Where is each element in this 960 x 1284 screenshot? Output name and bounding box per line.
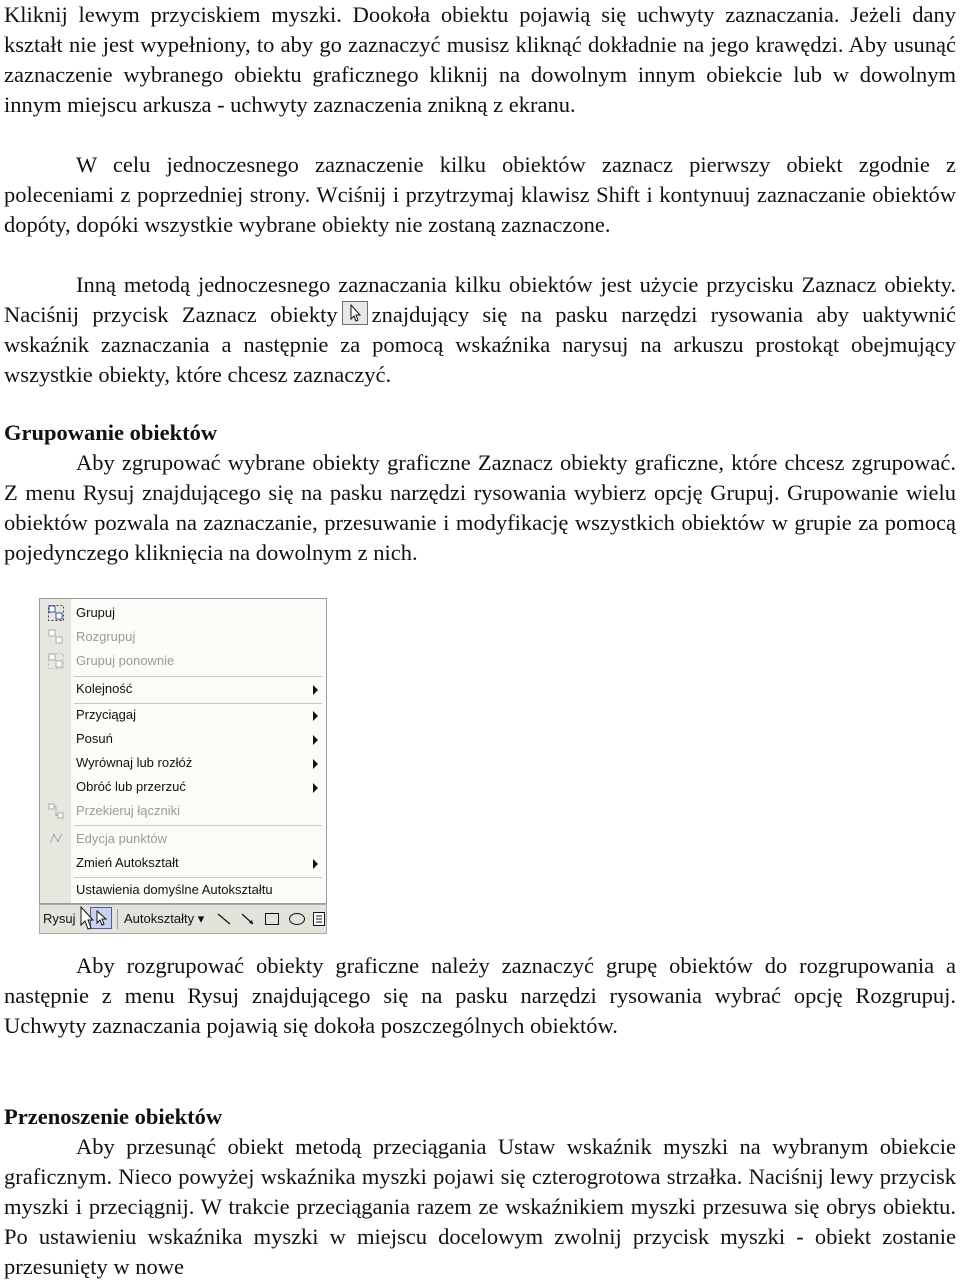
menu-item-ungroup[interactable]: Rozgrupuj xyxy=(40,625,328,649)
submenu-arrow-icon xyxy=(313,685,318,695)
menu-item-group[interactable]: Grupuj xyxy=(40,601,328,625)
reroute-connectors-icon xyxy=(48,803,64,819)
menu-item-order[interactable]: Kolejność xyxy=(40,677,328,701)
paragraph-grouping: Aby zgrupować wybrane obiekty graficzne Zaznacz obiekty graficzne, które chcesz zgrupować. Z menu Rysuj znajdującego się na pasku narzędzi rysowania wybierz opcję Grupuj. Grupowanie wielu obiektów pozwala na zaznaczanie, przesuwanie i modyfikację wszystkich obiektów w grupie za pomocą pojedynczego kliknięcia na dowolnym z nich. xyxy=(4,450,956,566)
paragraph-selection: Kliknij lewym przyciskiem myszki. Dookoła obiektu pojawią się uchwyty zaznaczania. Jeżeli dany kształt nie jest wypełniony, to aby go zaznaczyć musisz kliknąć dokładnie na jego krawędzi. Aby usunąć zaznaczenie wybranego obiektu graficznego kliknij na dowolnym innym obiekcie lub w dowolnym innym miejscu arkusza - uchwyty zaznaczenia znikną z ekranu. xyxy=(4,2,956,118)
paragraph-ungrouping: Aby rozgrupować obiekty graficzne należy zaznaczyć grupę obiektów do rozgrupowania a następnie z menu Rysuj znajdującego się na pasku narzędzi rysowania wybrać opcję Rozgrupuj. Uchwyty zaznaczania pojawią się dokoła poszczególnych obiektów. xyxy=(4,953,956,1039)
regroup-icon xyxy=(48,653,64,669)
heading-grouping: Grupowanie obiektów xyxy=(4,420,218,445)
ungroup-icon xyxy=(48,629,64,645)
draw-menu-button[interactable]: Rysuj xyxy=(43,911,76,926)
paragraph-select-objects-button: Inną metodą jednoczesnego zaznaczania kilku obiektów jest użycie przycisku Zaznacz obiekty. Naciśnij przycisk Zaznacz obiekty znajdujący się na pasku narzędzi rysowania aby uaktywnić wskaźnik zaznaczania a następnie za pomocą wskaźnika narysuj na arkuszu prostokąt obejmujący wszystkie obiekty, które chcesz zaznaczyć. xyxy=(4,272,956,388)
paragraph-multi-select-shift: W celu jednoczesnego zaznaczenie kilku obiektów zaznacz pierwszy obiekt zgodnie z poleceniami z poprzedniej strony. Wciśnij i przytrzymaj klawisz Shift i kontynuuj zaznaczanie obiektów dopóty, dopóki wszystkie wybrane obiekty nie zostaną zaznaczone. xyxy=(4,152,956,238)
menu-item-edit-points[interactable]: Edycja punktów xyxy=(40,827,328,851)
paragraph-moving: Aby przesunąć obiekt metodą przeciągania Ustaw wskaźnik myszki na wybranym obiekcie graficznym. Nieco powyżej wskaźnika myszki pojawi się czterogrotowa strzałka. Naciśnij lewy przycisk myszki i przeciągnij. W trakcie przeciągania razem ze wskaźnikiem myszki przesuwa się obrys obiektu. Po ustawieniu wskaźnika myszki w miejscu docelowym zwolnij przycisk myszki - obiekt zostanie przesunięty w nowe xyxy=(4,1134,956,1280)
autoshapes-menu-button[interactable]: Autokształty ▾ xyxy=(124,911,205,926)
menu-item-autoshape-defaults[interactable]: Ustawienia domyślne Autokształtu xyxy=(76,882,273,897)
draw-menu xyxy=(39,598,327,904)
menu-item-snap[interactable]: Przyciągaj xyxy=(40,703,328,727)
menu-item-align-distribute[interactable]: Wyrównaj lub rozłóż xyxy=(40,751,328,775)
line-icon[interactable] xyxy=(216,911,232,927)
toolbar-separator xyxy=(117,909,118,929)
submenu-arrow-icon xyxy=(313,711,318,721)
menu-item-nudge[interactable]: Posuń xyxy=(40,727,328,751)
group-icon xyxy=(48,605,64,621)
submenu-arrow-icon xyxy=(313,759,318,769)
menu-item-rotate-flip[interactable]: Obróć lub przerzuć xyxy=(40,775,328,799)
submenu-arrow-icon xyxy=(313,859,318,869)
draw-menu-screenshot xyxy=(39,598,327,936)
arrow-line-icon[interactable] xyxy=(240,911,256,927)
edit-points-icon xyxy=(48,831,64,847)
menu-item-change-autoshape[interactable]: Zmień Autokształt xyxy=(40,851,328,875)
mouse-cursor-icon xyxy=(79,906,95,932)
submenu-arrow-icon xyxy=(313,783,318,793)
text-box-icon[interactable] xyxy=(312,911,326,927)
heading-moving: Przenoszenie obiektów xyxy=(4,1104,223,1129)
select-objects-arrow-icon xyxy=(342,301,368,325)
rectangle-icon[interactable] xyxy=(264,911,280,927)
submenu-arrow-icon xyxy=(313,735,318,745)
menu-item-reroute-connectors[interactable]: Przekieruj łączniki xyxy=(40,799,328,823)
menu-separator xyxy=(74,825,322,826)
menu-item-regroup[interactable]: Grupuj ponownie xyxy=(40,649,328,673)
oval-icon[interactable] xyxy=(288,911,306,927)
